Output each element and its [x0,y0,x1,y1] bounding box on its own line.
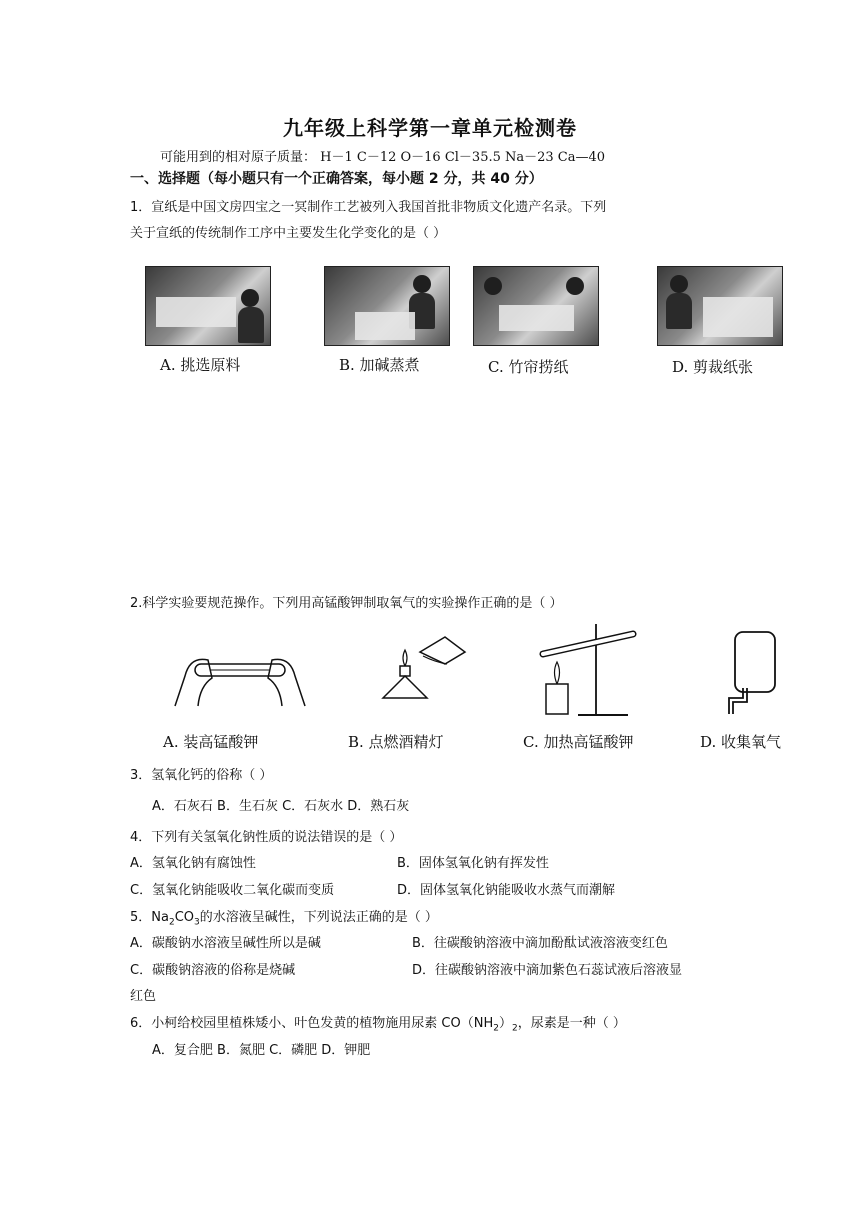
q2-stem: 2.科学实验要规范操作。下列用高锰酸钾制取氧气的实验操作正确的是（ ） [130,596,563,611]
q5-stem: 5．$Na_2CO_3$的水溶液呈碱性，下列说法正确的是（ ） [130,910,438,928]
q2-option-b: B. 点燃酒精灯 [348,733,444,751]
q4-option-a: A．氢氧化钠有腐蚀性 [130,856,256,871]
q1-option-a: A. 挑选原料 [160,356,241,374]
section-heading: 一、选择题（每小题只有一个正确答案，每小题 2 分，共 40 分） [130,171,543,187]
q4-option-c: C．氢氧化钠能吸收二氧化碳而变质 [130,883,335,898]
q3-stem: 3．氢氧化钙的俗称（ ） [130,768,273,783]
q2-figure-a [170,636,310,708]
q5-option-b: B．往碳酸钠溶液中滴加酚酞试液溶液变红色 [412,936,668,951]
q2-option-d: D. 收集氧气 [700,733,782,751]
q2-figure-c [538,622,648,717]
q2-figure-d [725,626,785,716]
q2-figure-b [375,632,475,712]
q2-option-a: A. 装高锰酸钾 [163,733,259,751]
q1-option-b: B. 加碱蒸煮 [339,356,420,374]
q5-option-c: C．碳酸钠溶液的俗称是烧碱 [130,963,296,978]
atomic-masses: 可能用到的相对原子质量： H－1 C－12 O－16 Cl－35.5 Na－23 Ca—40 [160,150,606,165]
q1-stem-line1: 1．宣纸是中国文房四宝之一冥制作工艺被列入我国首批非物质文化遗产名录。下列 [130,200,607,215]
q5-option-d: D．往碳酸钠溶液中滴加紫色石蕊试液后溶液显 [412,963,683,978]
q4-stem: 4．下列有关氢氧化钠性质的说法错误的是（ ） [130,830,403,845]
q1-option-c: C. 竹帘捞纸 [488,358,569,376]
q6-options: A．复合肥 B．氮肥 C．磷肥 D．钾肥 [152,1043,371,1058]
q5-option-a: A．碳酸钠水溶液呈碱性所以是碱 [130,936,321,951]
q4-option-d: D．固体氢氧化钠能吸收水蒸气而潮解 [397,883,616,898]
q1-stem-line2: 关于宣纸的传统制作工序中主要发生化学变化的是（ ） [130,226,447,241]
q1-photo-c [473,266,599,346]
q5-option-d-continued: 红色 [130,989,157,1004]
page-title: 九年级上科学第一章单元检测卷 [283,116,577,140]
q1-photo-a [145,266,271,346]
q6-stem: 6．小柯给校园里植株矮小、叶色发黄的植物施用尿素 $CO(NH_2)_2$，尿素是一种（ ） [130,1016,626,1034]
q3-options: A．石灰石 B．生石灰 C．石灰水 D．熟石灰 [152,799,410,814]
q2-option-c: C. 加热高锰酸钾 [523,733,634,751]
q1-photo-b [324,266,450,346]
q1-option-d: D. 剪裁纸张 [672,358,754,376]
q1-photo-d [657,266,783,346]
q4-option-b: B．固体氢氧化钠有挥发性 [397,856,549,871]
